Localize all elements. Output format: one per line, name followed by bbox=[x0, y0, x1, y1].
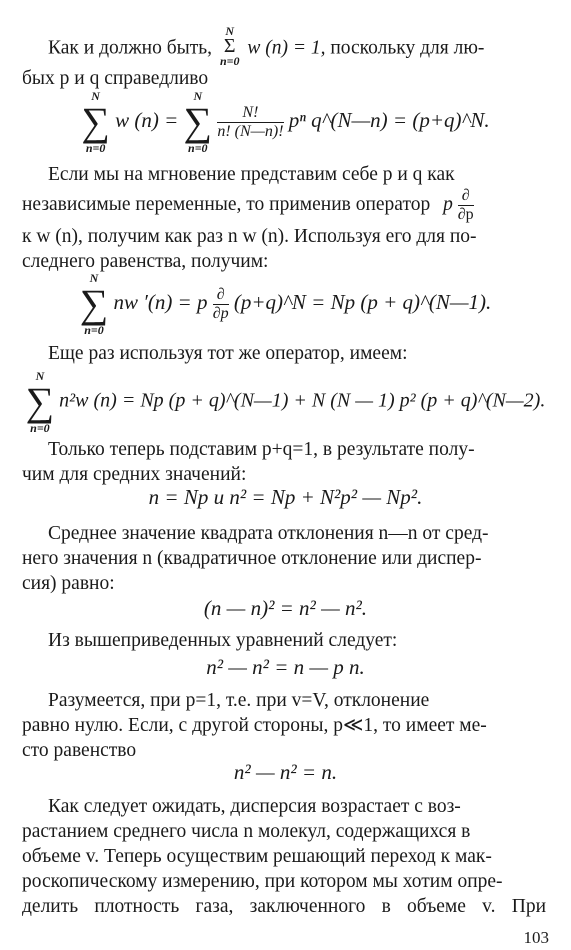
paragraph-1 bbox=[22, 24, 546, 91]
paragraph-3 bbox=[22, 341, 546, 366]
sum-symbol-4: N ∑ n=0 bbox=[25, 369, 55, 435]
eq2-rhs: (p+q)^N = Np (p + q)^(N—1). bbox=[233, 289, 492, 314]
sum-symbol-3: N ∑ n=0 bbox=[79, 271, 109, 337]
eq2-operator: $\frac{\partial}{\partial p}$ bbox=[212, 285, 229, 322]
eq1-frac-num: N! bbox=[217, 104, 283, 123]
equation-6 bbox=[0, 655, 571, 680]
operator-den: ∂p bbox=[457, 206, 474, 223]
p8-line-3: объеме v. Теперь осуществим решающий переход к мак- bbox=[22, 846, 492, 867]
operator-fraction bbox=[458, 187, 474, 224]
equation-1 bbox=[0, 90, 571, 154]
paragraph-6 bbox=[22, 628, 546, 653]
sum-lower-limit: n=0 bbox=[219, 54, 240, 68]
p5-line-2: него значения n (квадратичное отклонение или диспер- bbox=[22, 548, 482, 569]
p5-line-1: Среднее значение квадрата отклонения n—n от сред- bbox=[48, 523, 489, 544]
p8-line-4: роскопическому измерению, при котором мы хотим опре- bbox=[22, 871, 503, 892]
paragraph-2 bbox=[22, 162, 546, 274]
p8-line-2: растанием среднего числа n молекул, содержащихся в bbox=[22, 821, 471, 842]
p2-line-2: независимые переменные, то применив оператор bbox=[22, 193, 431, 215]
p3-line: Еще раз используя тот же оператор, имеем: bbox=[48, 343, 408, 364]
eq6-body: n² — n² = n — p n. bbox=[206, 655, 365, 679]
paragraph-5 bbox=[22, 521, 546, 596]
operator-num: ∂ bbox=[458, 187, 474, 206]
inline-sum-symbol: N Σ n=0 bbox=[219, 24, 240, 68]
operator-p: p bbox=[443, 193, 453, 215]
equation-4 bbox=[0, 485, 571, 510]
p4-line-1: Только теперь подставим p+q=1, в результате полу- bbox=[48, 439, 475, 460]
sum-symbol-1: N ∑ n=0 bbox=[81, 89, 110, 155]
p2-line-2-wrap bbox=[22, 187, 546, 224]
eq1-fraction bbox=[217, 104, 283, 141]
eq1-frac-den: n! (N—n)! bbox=[217, 122, 284, 140]
p2-line-1: Если мы на мгновение представим себе p и q как bbox=[48, 164, 455, 185]
equation-2 bbox=[0, 272, 571, 336]
p6-line: Из вышеприведенных уравнений следует: bbox=[48, 630, 398, 651]
inline-sum-expr: w (n) = 1, bbox=[247, 37, 326, 59]
sum-upper-limit: N bbox=[225, 24, 235, 38]
eq3-body: n²w (n) = Np (p + q)^(N—1) + N (N — 1) p² (p + q)^(N—2). bbox=[59, 389, 546, 412]
p1-line-1a: Как и должно быть, bbox=[48, 37, 213, 59]
paragraph-7 bbox=[22, 688, 546, 763]
p7-line-1: Разумеется, при p=1, т.е. при v=V, отклонение bbox=[48, 690, 430, 711]
eq4-body: n = Np и n² = Np + N²p² — Np². bbox=[148, 485, 423, 509]
p2-line-4: следнего равенства, получим: bbox=[22, 251, 269, 272]
p7-line-2: равно нулю. Если, с другой стороны, p≪1, то имеет ме- bbox=[22, 715, 487, 736]
equation-3 bbox=[0, 370, 571, 434]
p8-line-5: делить плотность газа, заключенного в объеме v. При bbox=[22, 896, 546, 917]
eq2-lhs: nw ′(n) = p bbox=[113, 289, 208, 314]
eq5-body: (n — n)² = n² — n². bbox=[203, 596, 368, 620]
eq1-rhs: pⁿ q^(N—n) = (p+q)^N. bbox=[288, 107, 490, 132]
paragraph-4 bbox=[22, 437, 546, 487]
p4-line-2: чим для средних значений: bbox=[22, 464, 247, 485]
p7-line-3: сто равенство bbox=[22, 740, 137, 761]
p2-line-3: к w (n), получим как раз n w (n). Используя его для по- bbox=[22, 226, 477, 247]
equation-7 bbox=[0, 760, 571, 785]
eq1-lhs: w (n) = bbox=[115, 107, 179, 132]
p1-line-1b: поскольку для лю- bbox=[330, 37, 485, 59]
page-number: 103 bbox=[523, 928, 549, 947]
sum-symbol-2: N ∑ n=0 bbox=[183, 89, 213, 155]
p8-line-1: Как следует ожидать, дисперсия возрастает с воз- bbox=[48, 796, 461, 817]
equation-5 bbox=[0, 596, 571, 621]
eq7-body: n² — n² = n. bbox=[233, 760, 338, 784]
p5-line-3: сия) равно: bbox=[22, 573, 115, 594]
p1-line-2: бых p и q справедливо bbox=[22, 68, 209, 89]
paragraph-8 bbox=[22, 794, 546, 919]
